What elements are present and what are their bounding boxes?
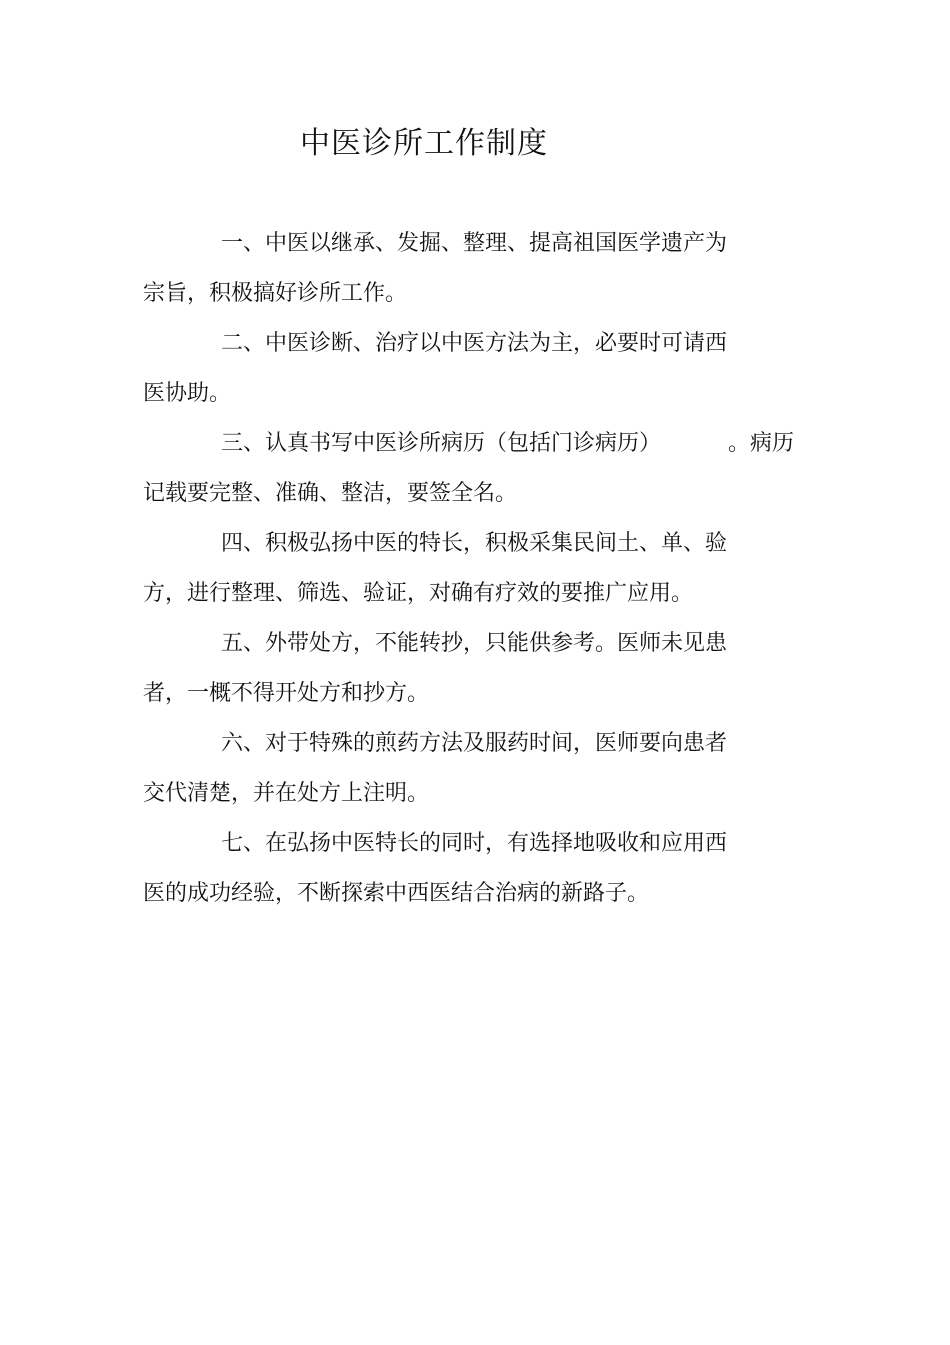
rule-3-line-2: 记载要完整、准确、整洁，要签全名。 bbox=[143, 481, 518, 506]
rule-6-line-1: 六、对于特殊的煎药方法及服药时间，医师要向患者 bbox=[221, 731, 728, 756]
rule-6-line-2: 交代清楚，并在处方上注明。 bbox=[143, 781, 430, 806]
rule-2-line-2: 医协助。 bbox=[143, 381, 232, 406]
rule-1-line-1: 一、中医以继承、发掘、整理、提高祖国医学遗产为 bbox=[221, 231, 728, 256]
document-title: 中医诊所工作制度 bbox=[300, 126, 548, 161]
rule-3-line-1b: 。病历 bbox=[728, 431, 795, 456]
rule-4-line-1: 四、积极弘扬中医的特长，积极采集民间土、单、验 bbox=[221, 531, 728, 556]
rule-5-line-2: 者，一概不得开处方和抄方。 bbox=[143, 681, 430, 706]
rule-3-line-1a: 三、认真书写中医诊所病历（包括门诊病历） bbox=[221, 431, 662, 456]
rule-7-line-2: 医的成功经验，不断探索中西医结合治病的新路子。 bbox=[143, 881, 650, 906]
rule-4-line-2: 方，进行整理、筛选、验证，对确有疗效的要推广应用。 bbox=[143, 581, 694, 606]
rule-1-line-2: 宗旨，积极搞好诊所工作。 bbox=[143, 281, 408, 306]
rule-7-line-1: 七、在弘扬中医特长的同时，有选择地吸收和应用西 bbox=[221, 831, 728, 856]
rule-5-line-1: 五、外带处方，不能转抄，只能供参考。医师未见患 bbox=[221, 631, 728, 656]
rule-2-line-1: 二、中医诊断、治疗以中医方法为主，必要时可请西 bbox=[221, 331, 728, 356]
